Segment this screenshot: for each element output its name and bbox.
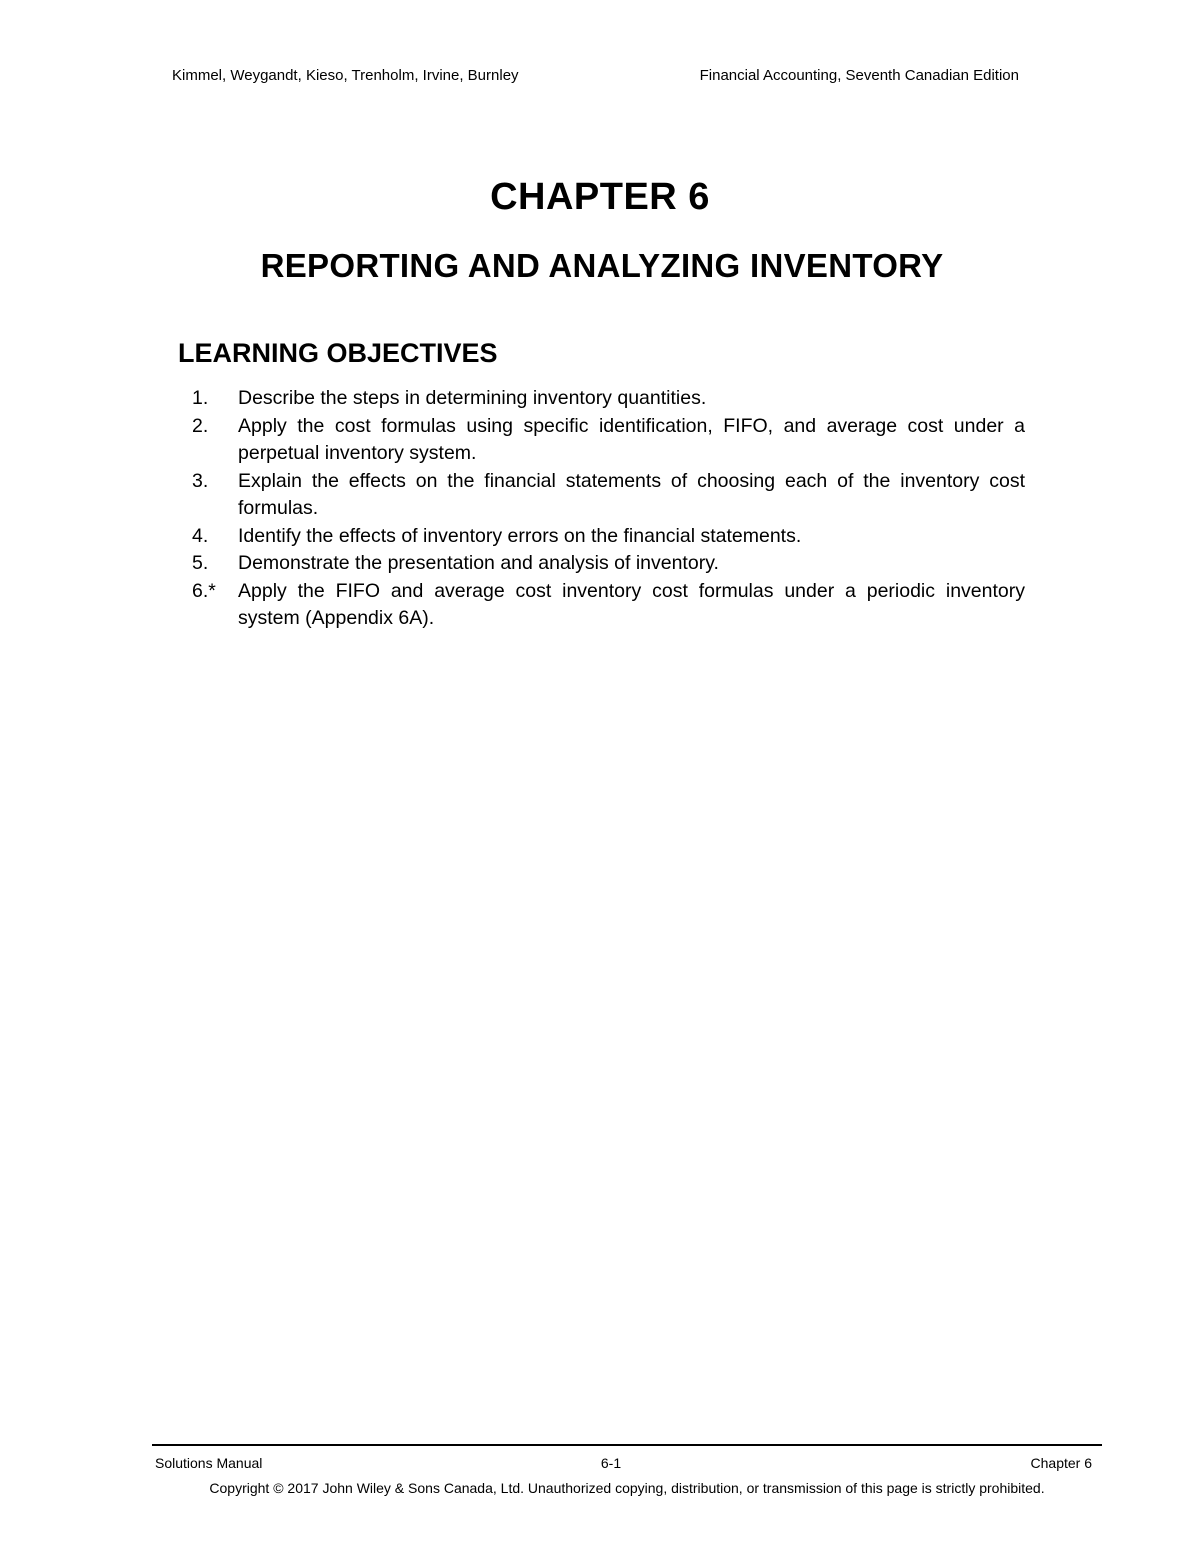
objective-number: 6.* <box>192 579 216 602</box>
objective-text: Apply the FIFO and average cost inventory cost formulas under a periodic inventory system (Appendix 6A). <box>238 579 1025 629</box>
objective-number: 3. <box>192 469 209 492</box>
objectives-heading: LEARNING OBJECTIVES <box>178 338 498 368</box>
objective-text: Demonstrate the presentation and analysis of inventory. <box>238 552 719 574</box>
header-authors: Kimmel, Weygandt, Kieso, Trenholm, Irvine, Burnley <box>172 67 519 84</box>
objective-number: 5. <box>192 552 209 574</box>
footer-copyright: Copyright © 2017 John Wiley & Sons Canada, Ltd. Unauthorized copying, distribution, or transmission of this page is strictly prohibited. <box>209 1480 1045 1496</box>
chapter-number: CHAPTER 6 <box>490 176 710 218</box>
footer-manual-label: Solutions Manual <box>155 1455 263 1471</box>
objective-item <box>192 523 1025 551</box>
objective-text: Identify the effects of inventory errors on the financial statements. <box>238 524 802 547</box>
objective-item <box>192 385 1025 413</box>
header-book-title: Financial Accounting, Seventh Canadian Edition <box>699 67 1019 84</box>
objective-text: Apply the cost formulas using specific identification, FIFO, and average cost under a perpetual inventory system. <box>238 414 1025 464</box>
objectives-list <box>192 385 1025 633</box>
objective-text: Explain the effects on the financial statements of choosing each of the inventory cost formulas. <box>238 469 1025 519</box>
footer-divider <box>152 1444 1102 1446</box>
footer-page-number: 6-1 <box>600 1455 622 1471</box>
objective-text: Describe the steps in determining inventory quantities. <box>238 387 707 409</box>
objective-number: 1. <box>192 387 209 409</box>
objective-item <box>192 578 1025 633</box>
footer-chapter-label: Chapter 6 <box>1030 1455 1092 1471</box>
objective-item <box>192 468 1025 523</box>
objective-number: 4. <box>192 524 209 547</box>
objective-item <box>192 550 1025 578</box>
objective-number: 2. <box>192 414 209 437</box>
objective-item <box>192 413 1025 468</box>
chapter-title: REPORTING AND ANALYZING INVENTORY <box>260 247 944 284</box>
